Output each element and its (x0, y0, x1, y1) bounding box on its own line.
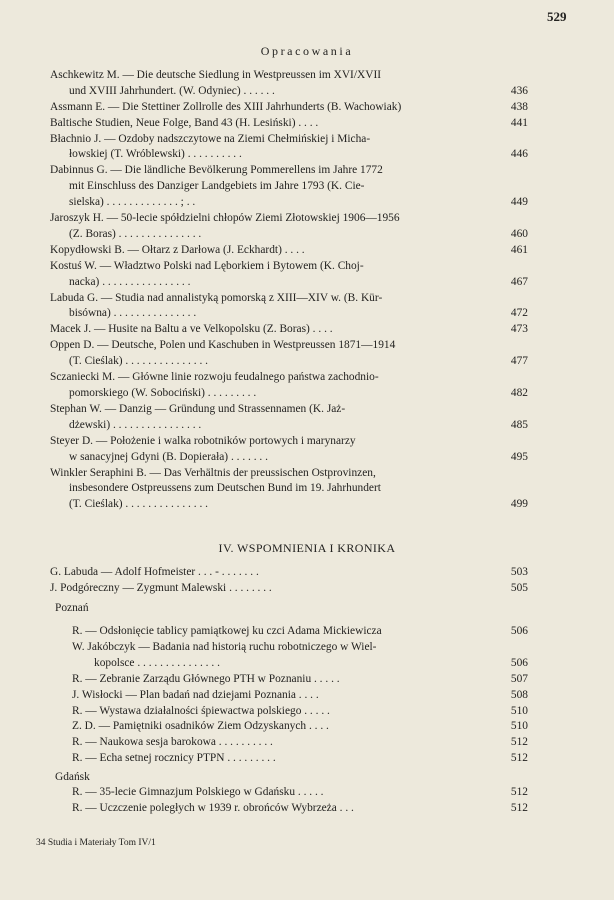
toc-entry-line (72, 624, 528, 640)
toc-entry-text: Macek J. — Husite na Baltu a ve Velkopolsku (Z. Boras) . . . . (50, 323, 333, 336)
toc-entry-text: Labuda G. — Studia nad annalistyką pomorską z XIII—XIV w. (B. Kür- (50, 291, 383, 304)
toc-entry-text: Jaroszyk H. — 50-lecie spółdzielni chłopów Ziemi Złotowskiej 1906—1956 (50, 212, 400, 225)
toc-entry (72, 719, 528, 735)
toc-entry (50, 259, 528, 291)
toc-entry-line (50, 68, 528, 84)
group-label-gdansk: Gdańsk (55, 771, 90, 783)
toc-entry-line (72, 801, 528, 817)
toc-entry-line (50, 386, 528, 402)
toc-entry-text: Stephan W. — Danzig — Gründung und Strassennamen (K. Jaż- (50, 402, 346, 415)
toc-entry-line (50, 565, 528, 581)
toc-page-number: 449 (509, 195, 528, 211)
toc-entry-line (50, 466, 528, 482)
toc-entry-text: R. — Echa setnej rocznicy PTPN . . . . . . . . . (72, 752, 276, 765)
toc-entry-line (50, 450, 528, 466)
toc-page-number: 461 (509, 243, 528, 259)
toc-entry-line (72, 719, 528, 735)
toc-entry-line (50, 163, 528, 179)
toc-entry-line (50, 84, 528, 100)
toc-entry-line (72, 640, 528, 656)
toc-entry-line (50, 259, 528, 275)
toc-entry-line (72, 656, 528, 672)
toc-entry-text: J. Podgóreczny — Zygmunt Malewski . . . . . . . . (50, 581, 272, 594)
section-title: Opracowania (260, 44, 354, 58)
chapter-title: IV. WSPOMNIENIA I KRONIKA (218, 541, 396, 555)
toc-entry-text: mit Einschluss des Danziger Landgebiets im Jahre 1793 (K. Cie- (69, 180, 365, 193)
toc-entry (50, 100, 528, 116)
toc-page-number: 506 (509, 624, 528, 640)
toc-page-number: 436 (509, 84, 528, 100)
toc-entry (50, 402, 528, 434)
toc-entry (50, 68, 528, 100)
toc-page-number: 512 (509, 751, 528, 767)
toc-entry-line (50, 322, 528, 338)
toc-entry (50, 322, 528, 338)
toc-entry-line (72, 688, 528, 704)
toc-entry-text: R. — Naukowa sesja barokowa . . . . . . . . . . (72, 736, 273, 749)
footer-text: 34 Studia i Materiały Tom IV/1 (36, 838, 156, 848)
toc-page-number: 467 (509, 275, 528, 291)
toc-page-number: 495 (509, 450, 528, 466)
toc-entry (50, 370, 528, 402)
toc-entry-text: Kopydłowski B. — Ołtarz z Darłowa (J. Eckhardt) . . . . (50, 243, 305, 256)
toc-entry-text: łowskiej (T. Wróblewski) . . . . . . . . . . (69, 148, 242, 161)
toc-entry (72, 704, 528, 720)
toc-entry-line (50, 434, 528, 450)
toc-entry-line (50, 338, 528, 354)
toc-entry-line (72, 672, 528, 688)
toc-page-number: 441 (509, 116, 528, 132)
toc-entry-line (50, 147, 528, 163)
toc-entry-text: Winkler Seraphini B. — Das Verhältnis der preussischen Ostprovinzen, (50, 466, 376, 479)
toc-entry (72, 688, 528, 704)
toc-entry-line (50, 370, 528, 386)
toc-entry-line (50, 132, 528, 148)
toc-entry-text: R. — Uczczenie poległych w 1939 r. obrońców Wybrzeża . . . (72, 801, 354, 814)
toc-entry-text: und XVIII Jahrhundert. (W. Odyniec) . . . . . . (69, 84, 275, 97)
toc-entry (72, 672, 528, 688)
toc-entry-line (72, 704, 528, 720)
toc-entry-text: Aschkewitz M. — Die deutsche Siedlung in Westpreussen im XVI/XVII (50, 69, 382, 81)
toc-entry-text: bisówna) . . . . . . . . . . . . . . . (69, 307, 197, 320)
toc-entry (50, 291, 528, 323)
toc-entry-line (50, 243, 528, 259)
toc-entry (72, 735, 528, 751)
toc-entry-line (50, 211, 528, 227)
toc-page-number: 473 (509, 322, 528, 338)
toc-entry-text: kopolsce . . . . . . . . . . . . . . . (94, 656, 220, 669)
toc-entry-text: R. — Zebranie Zarządu Głównego PTH w Poznaniu . . . . . (72, 672, 340, 685)
toc-page-number: 510 (509, 704, 528, 720)
toc-page-number: 507 (509, 672, 528, 688)
toc-page-number: 438 (509, 100, 528, 116)
toc-entry-text: (Z. Boras) . . . . . . . . . . . . . . . (69, 227, 202, 240)
toc-entry (50, 565, 528, 581)
toc-entry-text: Kostuś W. — Władztwo Polski nad Lęborkiem i Bytowem (K. Choj- (50, 259, 364, 272)
toc-entry (50, 434, 528, 466)
toc-entry-line (50, 116, 528, 132)
toc-entry-text: Dabinnus G. — Die ländliche Bevölkerung Pommerellens im Jahre 1772 (50, 164, 383, 177)
toc-page-number: 485 (509, 418, 528, 434)
toc-entry-text: Baltische Studien, Neue Folge, Band 43 (H. Lesiński) . . . . (50, 116, 319, 129)
toc-entry (72, 785, 528, 801)
toc-entry-line (50, 402, 528, 418)
toc-entry-text: Sczaniecki M. — Główne linie rozwoju feudalnego państwa zachodnio- (50, 371, 379, 384)
toc-entry-text: Assmann E. — Die Stettiner Zollrolle des XIII Jahrhunderts (B. Wachowiak) (50, 100, 402, 113)
toc-entry-line (50, 179, 528, 195)
toc-entry-text: R. — Odsłonięcie tablicy pamiątkowej ku czci Adama Mickiewicza (72, 625, 382, 637)
toc-page-number: 510 (509, 719, 528, 735)
toc-entry-line (50, 195, 528, 211)
page-number: 529 (547, 9, 567, 24)
toc-page-number: 506 (509, 656, 528, 672)
toc-entry-text: Steyer D. — Położenie i walka robotników portowych i marynarzy (50, 434, 356, 447)
toc-entry (50, 211, 528, 243)
toc-entry-line (50, 100, 528, 116)
toc-entry (50, 132, 528, 164)
toc-entry (72, 801, 528, 817)
toc-entry-text: R. — Wystawa działalności śpiewactwa polskiego . . . . . (72, 704, 330, 717)
toc-entry-text: G. Labuda — Adolf Hofmeister . . . - . . . . . . . (50, 566, 259, 578)
toc-page-number: 503 (509, 565, 528, 581)
toc-page-number: 482 (509, 386, 528, 402)
toc-entry-line (50, 275, 528, 291)
toc-entry-text: dżewski) . . . . . . . . . . . . . . . . (69, 418, 202, 431)
toc-page-number: 512 (509, 735, 528, 751)
toc-entry-text: w sanacyjnej Gdyni (B. Dopierała) . . . . . . . (69, 450, 268, 463)
toc-entry-text: (T. Cieślak) . . . . . . . . . . . . . . . (69, 355, 208, 368)
toc-entry-text: Z. D. — Pamiętniki osadników Ziem Odzyskanych . . . . (72, 720, 329, 733)
toc-entry-text: (T. Cieślak) . . . . . . . . . . . . . . . (69, 498, 208, 511)
toc-entry-line (50, 418, 528, 434)
toc-entry-line (50, 481, 528, 497)
toc-page-number: 508 (509, 688, 528, 704)
group-label-poznan: Poznań (55, 602, 89, 614)
toc-page-number: 512 (509, 785, 528, 801)
toc-entry (72, 751, 528, 767)
toc-entry-line (50, 291, 528, 307)
toc-entry (50, 116, 528, 132)
toc-entry-text: pomorskiego (W. Sobociński) . . . . . . . . . (69, 386, 257, 399)
toc-entry (50, 243, 528, 259)
toc-entry-text: nacka) . . . . . . . . . . . . . . . . (69, 275, 191, 288)
toc-entry-line (72, 785, 528, 801)
toc-page-number: 446 (509, 147, 528, 163)
toc-entry-line (50, 497, 528, 513)
toc-page-number: 477 (509, 354, 528, 370)
toc-entry-text: W. Jakóbczyk — Badania nad historią ruchu robotniczego w Wiel- (72, 640, 377, 653)
toc-entry-text: insbesondere Ostpreussens zum Deutschen Bund im 19. Jahrhundert (69, 482, 381, 495)
toc-entry-text: Oppen D. — Deutsche, Polen und Kaschuben in Westpreussen 1871—1914 (50, 339, 396, 352)
toc-entry-line (50, 581, 528, 597)
toc-entry-text: sielska) . . . . . . . . . . . . . ; . . (69, 196, 196, 209)
toc-entry (50, 338, 528, 370)
toc-entry (72, 640, 528, 672)
toc-entry (50, 466, 528, 514)
toc-entry-line (50, 354, 528, 370)
toc-entry-text: J. Wisłocki — Plan badań nad dziejami Poznania . . . . (72, 688, 319, 701)
toc-page-number: 505 (509, 581, 528, 597)
toc-page-number: 499 (509, 497, 528, 513)
toc-entry-text: R. — 35-lecie Gimnazjum Polskiego w Gdańsku . . . . . (72, 786, 324, 798)
toc-entry-line (72, 735, 528, 751)
toc-page-number: 512 (509, 801, 528, 817)
toc-entry-text: Błachnio J. — Ozdoby nadszczytowe na Ziemi Chełmińskiej i Micha- (50, 132, 371, 145)
toc-page-number: 472 (509, 306, 528, 322)
toc-entry-line (50, 227, 528, 243)
toc-entry-line (72, 751, 528, 767)
toc-page-number: 460 (509, 227, 528, 243)
toc-entry (50, 581, 528, 597)
toc-entry (72, 624, 528, 640)
toc-entry-line (50, 306, 528, 322)
toc-entry (50, 163, 528, 211)
